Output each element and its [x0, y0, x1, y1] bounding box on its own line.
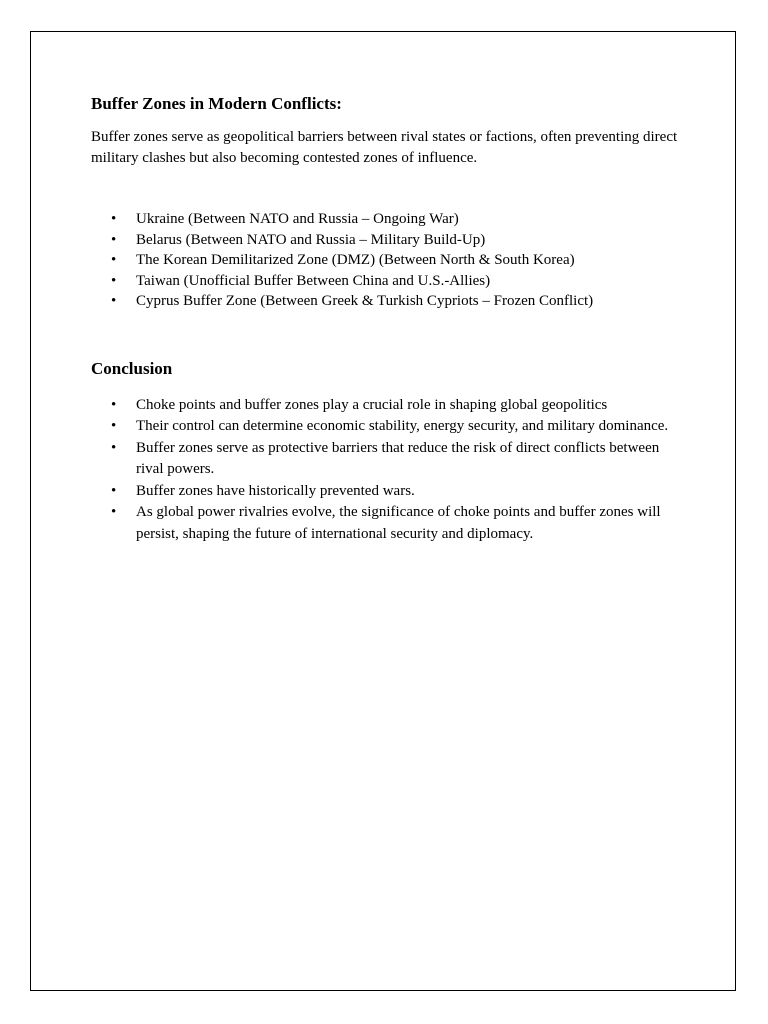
- list-item: [91, 416, 681, 438]
- list-item: [91, 395, 681, 417]
- list-item: [91, 502, 681, 545]
- bullet-icon: •: [111, 396, 117, 413]
- conclusion-list: [91, 395, 681, 546]
- list-item-text: Buffer zones serve as protective barriers that reduce the risk of direct conflicts between rival powers.: [136, 439, 660, 477]
- list-item-text: Belarus (Between NATO and Russia – Military Build-Up): [136, 231, 486, 248]
- list-item-text: Cyprus Buffer Zone (Between Greek & Turkish Cypriots – Frozen Conflict): [136, 293, 594, 309]
- section-heading-buffer-zones: Buffer Zones in Modern Conflicts:: [91, 94, 342, 113]
- bullet-icon: •: [111, 439, 117, 456]
- bullet-icon: •: [111, 272, 117, 289]
- intro-paragraph: Buffer zones serve as geopolitical barriers between rival states or factions, often preventing direct military clashes but also becoming contested zones of influence.: [91, 129, 678, 166]
- page-content: [91, 94, 681, 545]
- list-item: [91, 481, 681, 503]
- list-item-text: The Korean Demilitarized Zone (DMZ) (Between North & South Korea): [136, 252, 575, 268]
- bullet-icon: •: [111, 293, 117, 309]
- list-item: [91, 438, 681, 481]
- bullet-icon: •: [111, 482, 117, 499]
- section-heading-conclusion: Conclusion: [91, 358, 173, 378]
- bullet-icon: •: [111, 418, 117, 434]
- list-item: [91, 291, 681, 312]
- list-item: [91, 209, 681, 230]
- list-item-text: Buffer zones have historically prevented wars.: [136, 482, 415, 499]
- bullet-icon: •: [111, 231, 117, 248]
- buffer-zones-list: [91, 209, 681, 312]
- bullet-icon: •: [111, 504, 117, 520]
- bullet-icon: •: [111, 252, 117, 268]
- list-item: [91, 250, 681, 271]
- list-item-text: As global power rivalries evolve, the significance of choke points and buffer zones will persist, shaping the future of international security and diplomacy.: [136, 504, 661, 542]
- document-page: [30, 31, 736, 991]
- list-item-text: Their control can determine economic stability, energy security, and military dominance.: [136, 418, 669, 434]
- list-item-text: Taiwan (Unofficial Buffer Between China and U.S.-Allies): [136, 272, 491, 289]
- list-item: [91, 271, 681, 292]
- list-item-text: Choke points and buffer zones play a crucial role in shaping global geopolitics: [136, 396, 608, 413]
- list-item-text: Ukraine (Between NATO and Russia – Ongoing War): [136, 211, 459, 227]
- list-item: [91, 230, 681, 251]
- bullet-icon: •: [111, 211, 117, 227]
